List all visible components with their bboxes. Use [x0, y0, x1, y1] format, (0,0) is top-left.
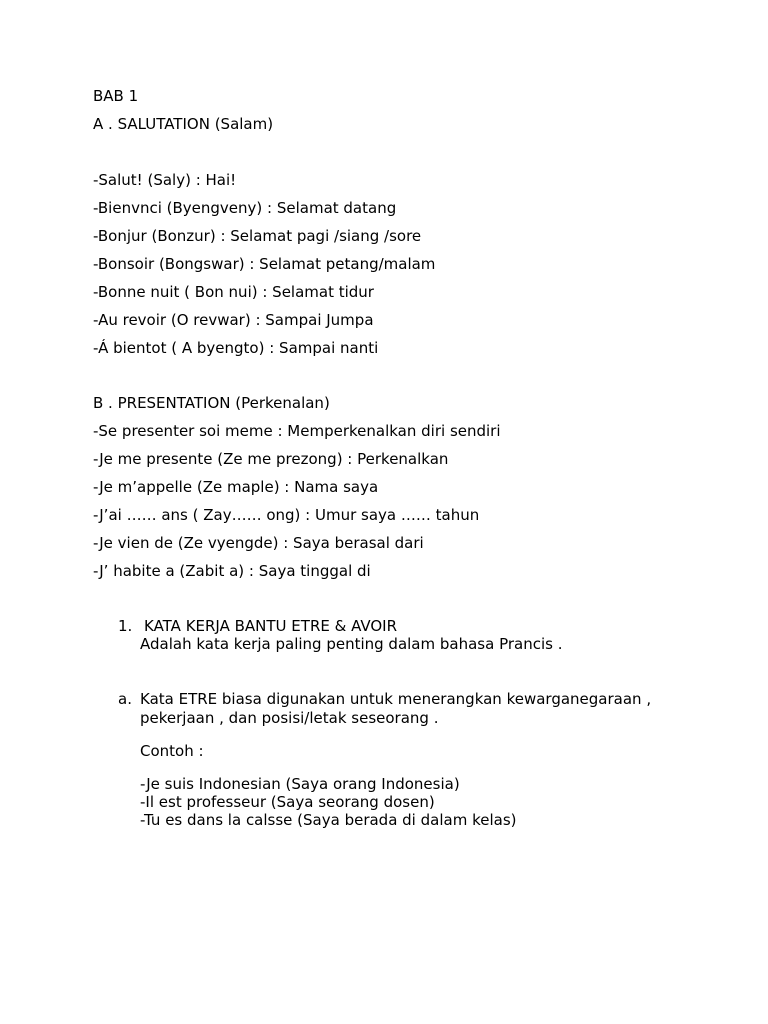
list-item: -J’ai …… ans ( Zay…… ong) : Umur saya …… tahun	[93, 506, 480, 524]
list-item: -Bienvnci (Byengveny) : Selamat datang	[93, 199, 397, 217]
example-label: Contoh :	[140, 742, 204, 760]
list-item: -Bonsoir (Bongswar) : Selamat petang/malam	[93, 255, 436, 273]
list-item: -Bonjur (Bonzur) : Selamat pagi /siang /sore	[93, 227, 422, 245]
lettered-line-1: Kata ETRE biasa digunakan untuk menerangkan kewarganegaraan ,	[140, 690, 652, 708]
list-item: -Salut! (Saly) : Hai!	[93, 171, 237, 189]
list-item: -Je me presente (Ze me prezong) : Perkenalkan	[93, 450, 449, 468]
list-item: -Bonne nuit ( Bon nui) : Selamat tidur	[93, 283, 374, 301]
example-item: -Tu es dans la calsse (Saya berada di dalam kelas)	[140, 811, 517, 829]
list-item: -Se presenter soi meme : Memperkenalkan diri sendiri	[93, 422, 501, 440]
numbered-marker: 1.	[118, 617, 133, 635]
list-item: -Au revoir (O revwar) : Sampai Jumpa	[93, 311, 374, 329]
list-item: -Je vien de (Ze vyengde) : Saya berasal dari	[93, 534, 424, 552]
example-item: -Il est professeur (Saya seorang dosen)	[140, 793, 435, 811]
section-a-heading: A . SALUTATION (Salam)	[93, 115, 274, 133]
chapter-title: BAB 1	[93, 87, 139, 105]
list-item: -Je m’appelle (Ze maple) : Nama saya	[93, 478, 379, 496]
example-item: -Je suis Indonesian (Saya orang Indonesia)	[140, 775, 460, 793]
lettered-marker: a.	[118, 690, 132, 708]
numbered-title: KATA KERJA BANTU ETRE & AVOIR	[144, 617, 398, 635]
lettered-line-2: pekerjaan , dan posisi/letak seseorang .	[140, 709, 439, 727]
list-item: -J’ habite a (Zabit a) : Saya tinggal di	[93, 562, 371, 580]
list-item: -Á bientot ( A byengto) : Sampai nanti	[93, 339, 379, 357]
section-b-heading: B . PRESENTATION (Perkenalan)	[93, 394, 330, 412]
numbered-description: Adalah kata kerja paling penting dalam bahasa Prancis .	[140, 635, 563, 653]
